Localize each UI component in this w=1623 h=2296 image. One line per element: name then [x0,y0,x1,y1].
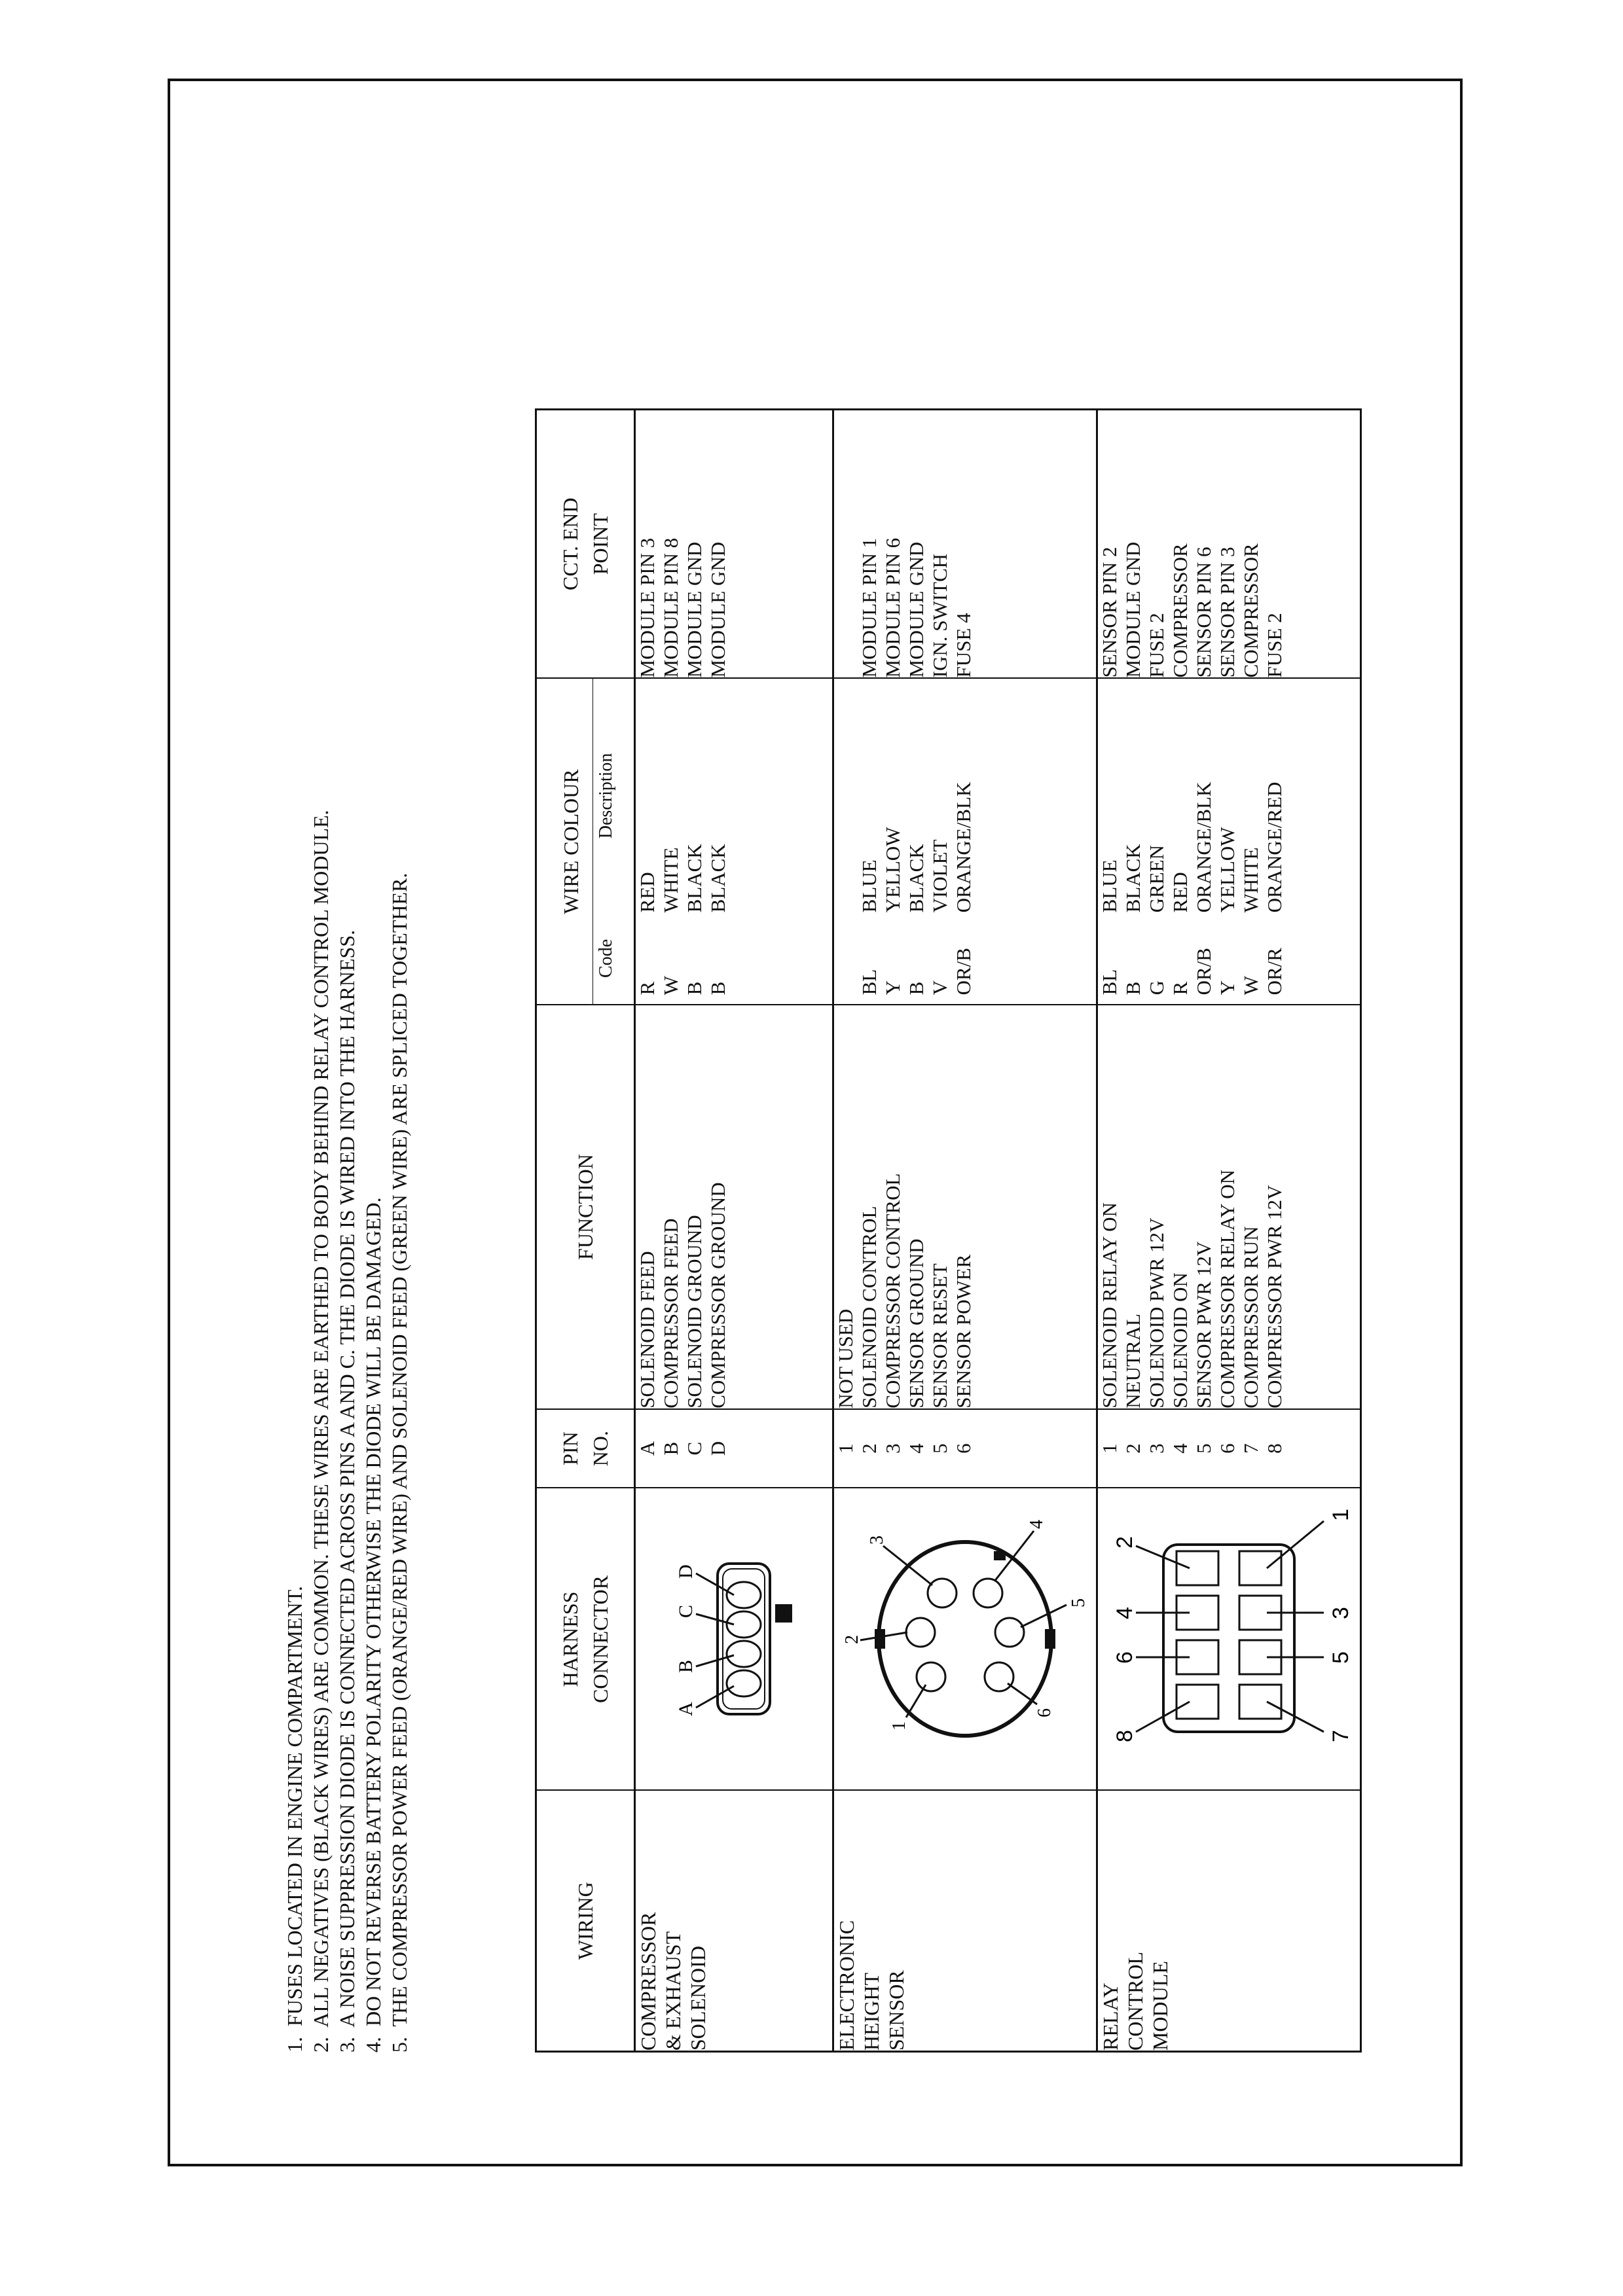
connector-label: 5 [1068,1598,1089,1608]
function-cell: SOLENOID FEED COMPRESSOR FEED SOLENOID GROUND COMPRESSOR GROUND [635,1005,833,1408]
header-description: Description [595,753,616,839]
connector-diagram-relay [1097,1488,1361,1790]
function-cell: NOT USED SOLENOID CONTROL COMPRESSOR CONTROL SENSOR GROUND SENSOR RESET SENSOR POWER [833,1005,1097,1408]
wiring-cell: RELAY CONTROL MODULE [1097,1790,1361,2051]
notes-list [270,408,543,2053]
connector-diagram-solenoid [635,1488,833,1790]
connector-diagram-sensor [833,1488,1097,1790]
wiring-cell: COMPRESSOR & EXHAUST SOLENOID [635,1790,833,2051]
connector-label: 2 [1112,1536,1137,1549]
connector-label: 1 [889,1721,909,1731]
connector-label: 1 [1328,1509,1353,1522]
solenoid-connector-icon [636,1488,832,1789]
table-row [1097,410,1361,2052]
note-item [334,408,360,2053]
function-cell: SOLENOID RELAY ON NEUTRAL SOLENOID PWR 12V SOLENOID ON SENSOR PWR 12V COMPRESSOR RELAY ON COMPRESSOR RUN COMPRESSOR PWR 12V [1097,1005,1361,1408]
wiring-cell: ELECTRONIC HEIGHT SENSOR [833,1790,1097,2051]
relay-connector-icon [1098,1488,1360,1789]
connector-label: 3 [1328,1607,1353,1620]
header-function: FUNCTION [536,1005,635,1408]
note-text: ALL NEGATIVES (BLACK WIRES) ARE COMMON. THESE WIRES ARE EARTHED TO BODY BEHIND RELAY CONTROL MODULE. [309,810,333,2028]
connector-label: 4 [1027,1520,1047,1530]
table-row [833,410,1097,2052]
wiring-table [535,408,1362,2053]
connector-label: D [675,1564,697,1579]
header-endpoint: CCT. END POINT [536,410,635,679]
header-connector: HARNESS CONNECTOR [536,1488,635,1790]
header-code: Code [595,939,616,978]
note-item [360,408,386,2053]
note-number: 5. [388,2037,411,2053]
connector-label: A [675,1702,697,1717]
note-number: 1. [283,2037,306,2053]
connector-label: 8 [1112,1730,1137,1743]
note-item [386,408,412,2053]
connector-label: 2 [842,1635,862,1645]
note-item [282,408,308,2053]
connector-label: 6 [1034,1708,1055,1718]
pin-cell: 1 2 3 4 5 6 [833,1409,1097,1488]
rotated-wiring-document [270,406,1353,2055]
connector-label: 5 [1328,1651,1353,1664]
note-text: THE COMPRESSOR POWER FEED (ORANGE/RED WIRE) AND SOLENOID FEED (GREEN WIRE) ARE SPLICED TOGETHER. [388,872,411,2027]
note-text: A NOISE SUPPRESSION DIODE IS CONNECTED ACROSS PINS A AND C. THE DIODE IS WIRED INTO THE HARNESS. [335,929,359,2028]
endpoint-cell: MODULE PIN 1 MODULE PIN 6 MODULE GND IGN. SWITCH FUSE 4 [833,410,1097,679]
connector-label: 6 [1112,1651,1137,1664]
pin-cell: 1 2 3 4 5 6 7 8 [1097,1409,1361,1488]
connector-label: 4 [1112,1607,1137,1620]
header-wiring: WIRING [536,1790,635,2051]
sensor-connector-icon [834,1488,1096,1789]
note-number: 4. [361,2037,385,2053]
connector-label: C [675,1605,697,1619]
wire-colour-cell: R RED W WHITE B BLACK B BLACK [635,678,833,1005]
note-text: FUSES LOCATED IN ENGINE COMPARTMENT. [283,1586,306,2026]
connector-label: 3 [867,1535,887,1545]
note-number: 2. [309,2037,333,2053]
pin-cell: A B C D [635,1409,833,1488]
connector-label: 7 [1328,1730,1353,1743]
endpoint-cell: MODULE PIN 3 MODULE PIN 8 MODULE GND MODULE GND [635,410,833,679]
table-row [635,410,833,2052]
endpoint-cell: SENSOR PIN 2 MODULE GND FUSE 2 COMPRESSOR SENSOR PIN 6 SENSOR PIN 3 COMPRESSOR FUSE 2 [1097,410,1361,679]
header-pin: PIN NO. [536,1409,635,1488]
note-number: 3. [335,2037,359,2053]
wire-colour-cell: BL BLUE B BLACK G GREEN R RED OR/B ORANGE/BLK Y YELLOW W WHITE OR/R ORANGE/RED [1097,678,1361,1005]
table-header-row [536,410,635,2052]
note-text: DO NOT REVERSE BATTERY POLARITY OTHERWISE THE DIODE WILL BE DAMAGED. [361,1197,385,2026]
wire-colour-cell: BL BLUE Y YELLOW B BLACK V VIOLET OR/B ORANGE/BLK [833,678,1097,1005]
header-wire-colour: WIRE COLOUR Code Description [536,678,635,1005]
note-item [308,408,334,2053]
connector-label: B [675,1660,697,1674]
